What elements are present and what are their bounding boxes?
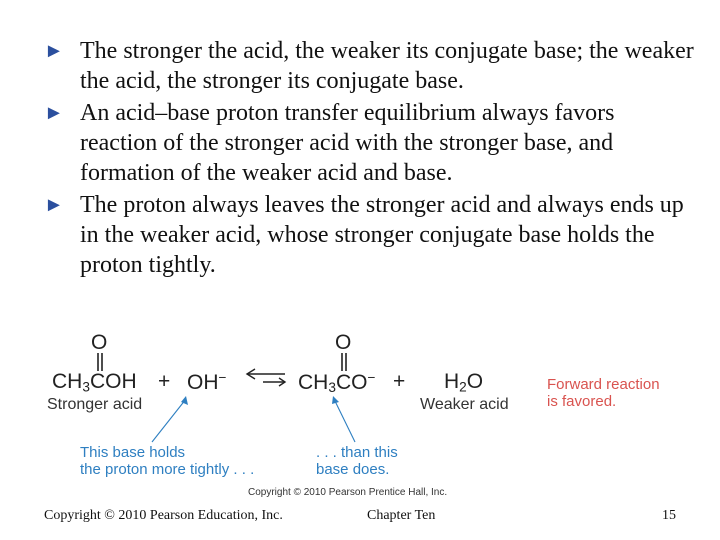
water-formula: $H_2O$ xyxy=(444,370,484,395)
page-number: 15 xyxy=(662,508,676,523)
bullet-list xyxy=(44,36,694,282)
note-line: base does. xyxy=(316,461,390,478)
bullet-item xyxy=(44,36,694,96)
annotation-arrow-line xyxy=(334,399,355,442)
arrow-head-icon xyxy=(332,396,339,404)
footer-copyright: Copyright © 2010 Pearson Education, Inc. xyxy=(44,508,283,523)
double-bond-icon xyxy=(90,352,110,372)
acetate-formula: $CH_3CO^-$ xyxy=(298,370,376,396)
carbonyl-oxygen: O xyxy=(91,331,108,354)
bullet-item xyxy=(44,98,694,188)
note-line: Forward reaction xyxy=(547,376,660,393)
note-line: the proton more tightly . . . xyxy=(80,461,255,478)
arrow-bullet-icon: ► xyxy=(44,102,64,124)
note-line: is favored. xyxy=(547,393,617,410)
equilibrium-arrows-icon xyxy=(243,366,289,390)
plus-sign: + xyxy=(393,370,406,393)
carbonyl-oxygen: O xyxy=(335,331,352,354)
image-credit: Copyright © 2010 Pearson Prentice Hall, Inc. xyxy=(248,487,448,498)
annotation-arrow-line xyxy=(152,399,186,442)
base-holds-note xyxy=(80,444,254,478)
weaker-acid-label: Weaker acid xyxy=(420,396,509,413)
bullet-text: An acid–base proton transfer equilibrium always favors reaction of the stronger acid with the stronger base, and formation of the weaker acid and base. xyxy=(80,100,615,186)
than-this-note xyxy=(316,444,398,478)
bullet-item xyxy=(44,190,694,280)
footer-chapter: Chapter Ten xyxy=(367,508,436,523)
note-line: This base holds xyxy=(80,444,186,461)
double-bond-icon xyxy=(334,352,354,372)
arrow-bullet-icon: ► xyxy=(44,194,64,216)
arrow-bullet-icon: ► xyxy=(44,40,64,62)
stronger-acid-label: Stronger acid xyxy=(47,396,143,413)
acetic-acid-formula: $CH_3COH$ xyxy=(52,370,137,395)
bullet-text: The stronger the acid, the weaker its conjugate base; the weaker the acid, the stronger its conjugate base. xyxy=(80,38,694,94)
note-line: . . . than this xyxy=(316,444,398,461)
hydroxide-formula: OH− xyxy=(187,370,227,394)
bullet-text: The proton always leaves the stronger acid and always ends up in the weaker acid, whose stronger conjugate base holds the proton tightly. xyxy=(80,192,684,278)
plus-sign: + xyxy=(158,370,171,393)
annotation-arrows xyxy=(0,390,720,450)
